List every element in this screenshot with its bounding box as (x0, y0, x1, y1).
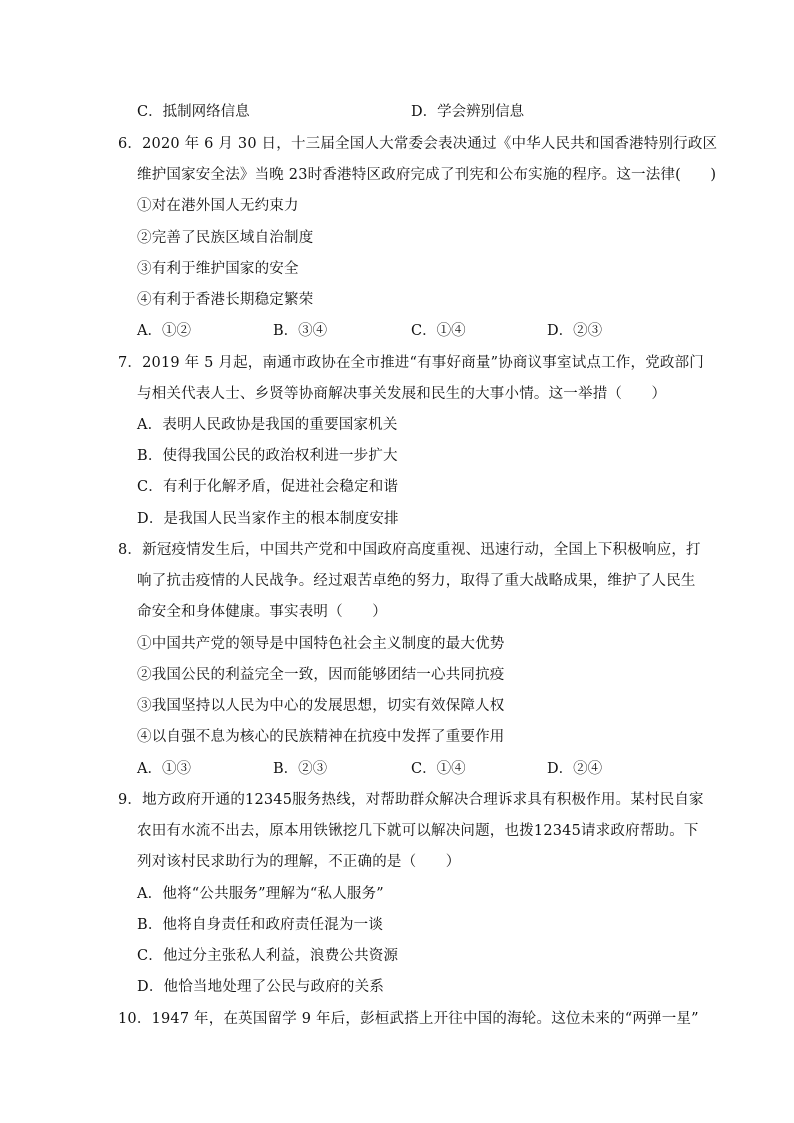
q8-stem-line-2: 响了抗击疫情的人民战争。经过艰苦卓绝的努力，取得了重大战略成果，维护了人民生 (137, 573, 696, 589)
q8-item-3: ③我国坚持以人民为中心的发展思想，切实有效保障人权 (137, 698, 505, 714)
q6-item-2: ②完善了民族区域自治制度 (137, 230, 314, 246)
q8-stem-line-3: 命安全和身体健康。事实表明（ ） (137, 604, 387, 620)
q5-option-c: C．抵制网络信息 (137, 104, 250, 120)
q9-option-a: A．他将“公共服务”理解为“私人服务” (137, 886, 384, 902)
q6-option-d: D．②③ (547, 323, 603, 339)
q8-stem-line-1: 8．新冠疫情发生后，中国共产党和中国政府高度重视、迅速行动，全国上下积极响应，打 (118, 542, 701, 558)
q6-option-a: A．①② (137, 323, 191, 339)
q6-stem-line-1: 6．2020 年 6 月 30 日，十三届全国人大常委会表决通过《中华人民共和国香港特别行政区 (118, 136, 718, 152)
q9-option-b: B．他将自身责任和政府责任混为一谈 (137, 917, 384, 933)
q8-option-a: A．①③ (137, 761, 191, 777)
q6-option-c: C．①④ (411, 323, 466, 339)
q8-item-2: ②我国公民的利益完全一致，因而能够团结一心共同抗疫 (137, 667, 505, 683)
q9-stem-line-2: 农田有水流不出去，原本用铁锹挖几下就可以解决问题，也拨12345请求政府帮助。下 (137, 823, 699, 839)
q5-option-d: D．学会辨别信息 (411, 104, 525, 120)
q8-option-c: C．①④ (411, 761, 466, 777)
q9-stem-line-3: 列对该村民求助行为的理解，不正确的是（ ） (137, 854, 461, 870)
q6-stem-line-2: 维护国家安全法》当晚 23时香港特区政府完成了刊宪和公布实施的程序。这一法律( ) (137, 167, 717, 183)
q7-option-d: D．是我国人民当家作主的根本制度安排 (137, 511, 399, 527)
q7-stem-line-1: 7．2019 年 5 月起，南通市政协在全市推进“有事好商量”协商议事室试点工作，党政部门 (118, 355, 705, 371)
q9-stem-line-1: 9．地方政府开通的12345服务热线，对帮助群众解决合理诉求具有积极作用。某村民自家 (118, 792, 704, 808)
q9-option-c: C．他过分主张私人利益，浪费公共资源 (137, 948, 399, 964)
q10-stem-line-1: 10．1947 年，在英国留学 9 年后，彭桓武搭上开往中国的海轮。这位未来的“两弹一星” (118, 1011, 699, 1027)
q7-stem-line-2: 与相关代表人士、乡贤等协商解决事关发展和民生的大事小情。这一举措（ ） (137, 386, 667, 402)
q7-option-b: B．使得我国公民的政治权利进一步扩大 (137, 448, 398, 464)
q8-option-d: D．②④ (547, 761, 603, 777)
q6-item-1: ①对在港外国人无约束力 (137, 198, 299, 214)
q7-option-a: A．表明人民政协是我国的重要国家机关 (137, 417, 398, 433)
q8-option-b: B．②③ (273, 761, 328, 777)
q9-option-d: D．他恰当地处理了公民与政府的关系 (137, 979, 385, 995)
q8-item-4: ④以自强不息为核心的民族精神在抗疫中发挥了重要作用 (137, 729, 505, 745)
q7-option-c: C．有利于化解矛盾，促进社会稳定和谐 (137, 479, 399, 495)
q6-item-3: ③有利于维护国家的安全 (137, 261, 299, 277)
q6-item-4: ④有利于香港长期稳定繁荣 (137, 292, 314, 308)
q6-option-b: B．③④ (273, 323, 328, 339)
q8-item-1: ①中国共产党的领导是中国特色社会主义制度的最大优势 (137, 636, 505, 652)
